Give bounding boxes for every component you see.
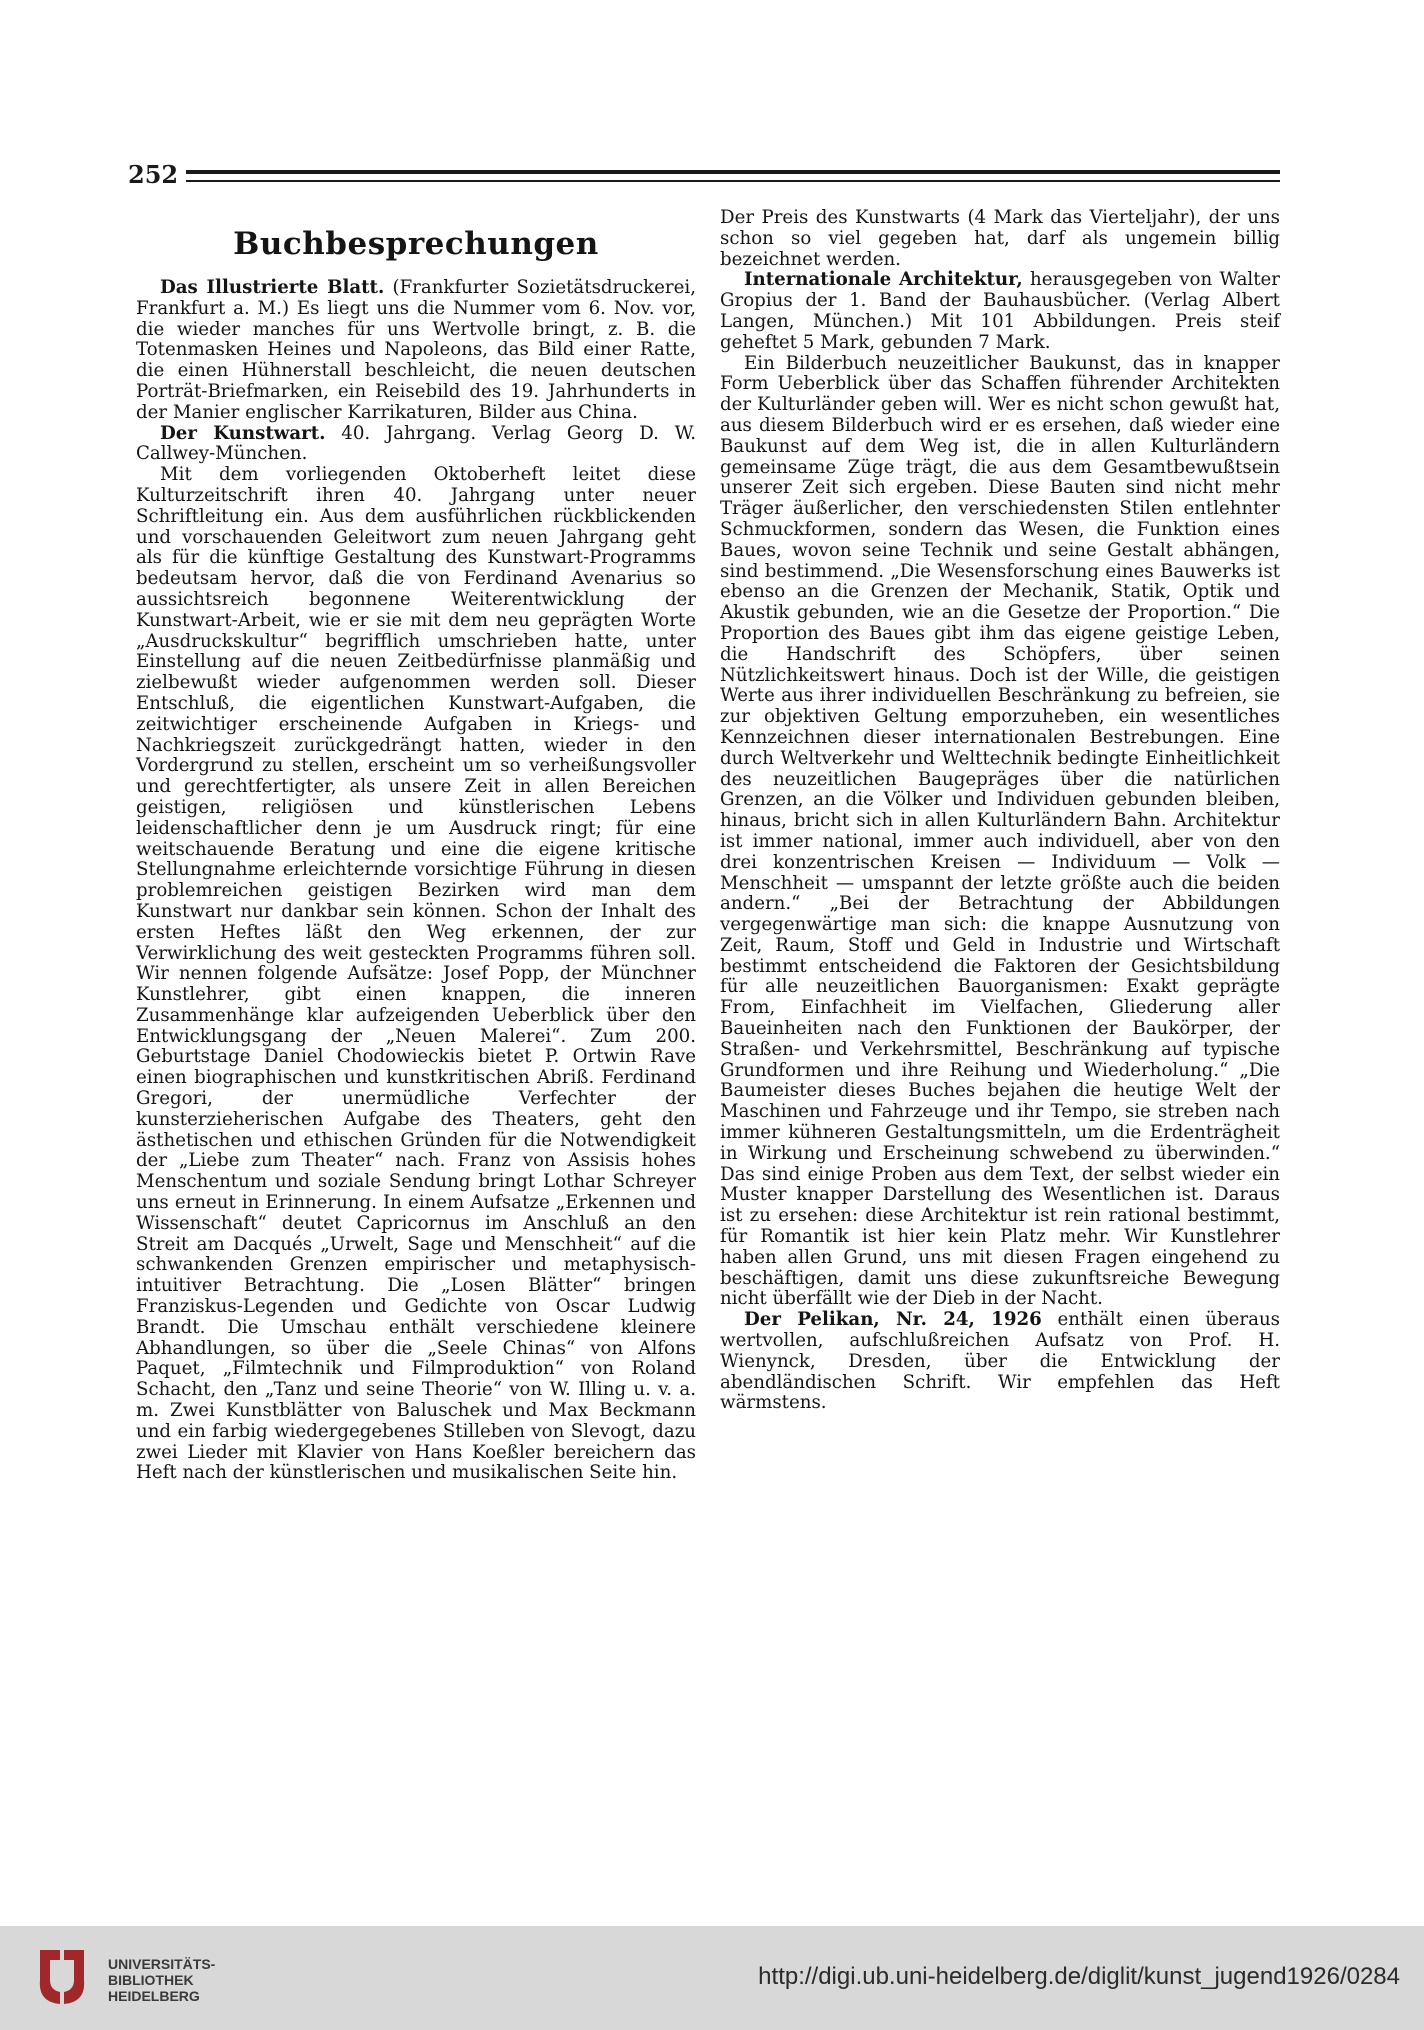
right-column [720, 208, 1280, 1414]
review-lead: Internationale Architektur, [744, 269, 1023, 291]
review-text: herausgegeben von Walter Gropius der 1. Band der Bauhausbücher. (Verlag Albert Langen, München.) Mit 101 Abbildungen. Preis steif geheftet 5 Mark, gebunden 7 Mark. [720, 269, 1280, 353]
page-number: 252 [128, 160, 179, 189]
left-column [136, 208, 696, 1484]
review-internationale-architektur-body [720, 354, 1280, 1311]
review-kunstwart-heading [136, 424, 696, 466]
review-text: Ein Bilderbuch neuzeitlicher Baukunst, das in knapper Form Ueberblick über das Schaffen führender Architekten der Kulturländer geben will. Wer es nicht schon gewußt hat, aus diesem Bilderbuch wird er es ersehen, daß wieder eine Baukunst auf dem Weg ist, die in allen Kulturländern gemeinsame Züge trägt, die aus dem Gesamtbewußtsein unserer Zeit sich ergeben. Diese Bauten sind nicht mehr Träger äußerlicher, den verschiedensten Stilen entlehnter Schmuckformen, sondern das Wesen, die Funktion eines Baues, wovon seine Technik und seine Gestalt abhängen, sind bestimmend. „Die Wesensforschung eines Bauwerks ist ebenso an die Grenzen der Mechanik, Statik, Optik und Akustik gebunden, wie an die Gesetze der Proportion.“ Die Proportion des Baues gibt ihm das eigene geistige Leben, die Handschrift des Schöpfers, über seinen Nützlichkeitswert hinaus. Doch ist der Wille, die geistigen Werte aus ihrer individuellen Beschränkung zu befreien, sie zur objektiven Geltung emporzuheben, ein wesentliches Kennzeichnen dieser internationalen Bestrebungen. Eine durch Weltverkehr und Welttechnik bedingte Einheitlichkeit des neuzeitlichen Baugepräges über die natürlichen Grenzen, an die Völker und Individuen gebunden bleiben, hinaus, bricht sich in allen Kulturländern Bahn. Architektur ist immer national, immer auch individuell, aber von den drei konzentrischen Kreisen — Individuum — Volk — Menschheit — umspannt der letzte größte auch die beiden andern.“ „Bei der Betrachtung der Abbildungen vergegenwärtige man sich: die knappe Ausnutzung von Zeit, Raum, Stoff und Geld in Industrie und Wirtschaft bestimmt entscheidend die Faktoren der Gesichtsbildung für alle neuzeitlichen Bauorganismen: Exakt geprägte From, Einfachheit im Vielfachen, Gliederung aller Baueinheiten nach den Funktionen der Baukörper, der Straßen- und Verkehrsmittel, Beschränkung auf typische Grundformen und ihre Reihung und Wiederholung.“ „Die Baumeister dieses Buches bejahen die heutige Welt der Maschinen und Fahrzeuge und ihr Tempo, sie streben nach immer kühneren Gestaltungsmitteln, um die Erdenträgheit in Wirkung und Erscheinung schwebend zu überwinden.“ Das sind einige Proben aus dem Text, der selbst wieder ein Muster knapper Darstellung des Wesentlichen ist. Daraus ist zu ersehen: diese Architektur ist rein rational bestimmt, für Romantik ist hier kein Platz mehr. Wir Kunstlehrer haben allen Grund, uns mit diesen Fragen eingehend zu beschäftigen, damit uns diese zukunftsreiche Bewegung nicht überfällt wie der Dieb in der Nacht. [720, 352, 1280, 1310]
header-rule [186, 170, 1280, 182]
permalink-url[interactable]: http://digi.ub.uni-heidelberg.de/diglit/kunst_jugend1926/0284 [758, 1963, 1400, 1990]
viewer-footer [0, 1926, 1424, 2030]
library-name-line: HEIDELBERG [108, 1988, 200, 2004]
review-text: (Frankfurter Sozietätsdruckerei, Frankfurt a. M.) Es liegt uns die Nummer vom 6. Nov. vor, die wieder manches für uns Wertvolle bringt, z. B. die Totenmasken Heines und Napoleons, das Bild einer Ratte, die einen Hühnerstall beschleicht, die neuen deutschen Porträt-Briefmarken, ein Reisebild des 19. Jahrhunderts in der Manier englischer Karrikaturen, Bilder aus China. [136, 277, 696, 423]
university-library-logo-icon[interactable] [30, 1946, 94, 2010]
review-lead: Der Pelikan, Nr. 24, 1926 [744, 1309, 1042, 1331]
library-name-line: BIBLIOTHEK [108, 1972, 194, 1988]
review-kunstwart-body [136, 465, 696, 1484]
page-header [128, 160, 1280, 194]
review-internationale-architektur-heading [720, 270, 1280, 353]
review-pelikan [720, 1310, 1280, 1414]
review-illustriertes-blatt [136, 278, 696, 424]
review-text: 40. Jahrgang. Verlag Georg D. W. Callwey-München. [136, 422, 696, 465]
review-lead: Das Illustrierte Blatt. [160, 277, 385, 298]
library-name[interactable] [108, 1956, 215, 2004]
review-text: Der Preis des Kunstwarts (4 Mark das Vierteljahr), der uns schon so viel gegeben hat, darf als ungemein billig bezeichnet werden. [720, 207, 1280, 270]
review-lead: Der Kunstwart. [160, 422, 326, 444]
review-text: Mit dem vorliegenden Oktoberheft leitet diese Kulturzeitschrift ihren 40. Jahrgang unter neuer Schriftleitung ein. Aus dem ausführlichen rückblickenden und vorschauenden Geleitwort zum neuen Jahrgang geht als für die künftige Gestaltung des Kunstwart-Programms bedeutsam hervor, daß die von Ferdinand Avenarius so aussichtsreich begonnene Weiterentwicklung der Kunstwart-Arbeit, wie er sie mit dem neu geprägten Worte „Ausdruckskultur“ begrifflich umschrieben hatte, unter Einstellung auf die neuen Zeitbedürfnisse planmäßig und zielbewußt wieder aufgenommen werden soll. Dieser Entschluß, die eigentlichen Kunstwart-Aufgaben, die zeitwichtiger erscheinende Aufgaben in Kriegs- und Nachkriegszeit zurückgedrängt hatten, wieder in den Vordergrund zu stellen, erscheint um so verheißungsvoller und gerechtfertigter, als unsere Zeit in allen Bereichen geistigen, religiösen und künstlerischen Lebens leidenschaftlicher denn je um Ausdruck ringt; für eine weitschauende Beratung und eine die eigene kritische Stellungnahme erleichternde vorsichtige Führung in diesen problemreichen geistigen Bezirken wird man dem Kunstwart nur dankbar sein können. Schon der Inhalt des ersten Heftes läßt den Weg erkennen, der zur Verwirklichung des weit gesteckten Programms führen soll. Wir nennen folgende Aufsätze: Josef Popp, der Münchner Kunstlehrer, gibt einen knappen, die inneren Zusammenhänge klar aufzeigenden Ueberblick über den Entwicklungsgang der „Neuen Malerei“. Zum 200. Geburtstage Daniel Chodowieckis bietet P. Ortwin Rave einen biographischen und kunstkritischen Abriß. Ferdinand Gregori, der unermüdliche Verfechter der kunsterzieherischen Aufgabe des Theaters, geht den ästhetischen und ethischen Gründen für die Notwendigkeit der „Liebe zum Theater“ nach. Franz von Assisis hohes Menschentum und soziale Sendung bringt Lothar Schreyer uns erneut in Erinnerung. In einem Aufsatze „Erkennen und Wissenschaft“ deutet Capricornus im Anschluß an den Streit am Dacqués „Urwelt, Sage und Menschheit“ auf die schwankenden Grenzen empirischer und metaphysisch-intuitiver Betrachtung. Die „Losen Blätter“ bringen Franziskus-Legenden und Gedichte von Oscar Ludwig Brandt. Die Umschau enthält verschiedene kleinere Abhandlungen, so über die „Seele Chinas“ von Alfons Paquet, „Filmtechnik und Filmproduktion“ von Roland Schacht, den „Tanz und seine Theorie“ von W. Illing u. v. a. m. Zwei Kunstblätter von Baluschek und Max Beckmann und ein farbig wiedergegebenes Stilleben von Slevogt, dazu zwei Lieder mit Klavier von Hans Koeßler bereichern das Heft nach der künstlerischen und musikalischen Seite hin. [136, 464, 696, 1484]
section-title: Buchbesprechungen [233, 226, 599, 262]
review-kunstwart-price [720, 208, 1280, 270]
review-text: enthält einen überaus wertvollen, aufschlußreichen Aufsatz von Prof. H. Wienynck, Dresden, über die Entwicklung der abendländischen Schrift. Wir empfehlen das Heft wärmstens. [720, 1309, 1280, 1414]
library-name-line: UNIVERSITÄTS- [108, 1956, 216, 1972]
